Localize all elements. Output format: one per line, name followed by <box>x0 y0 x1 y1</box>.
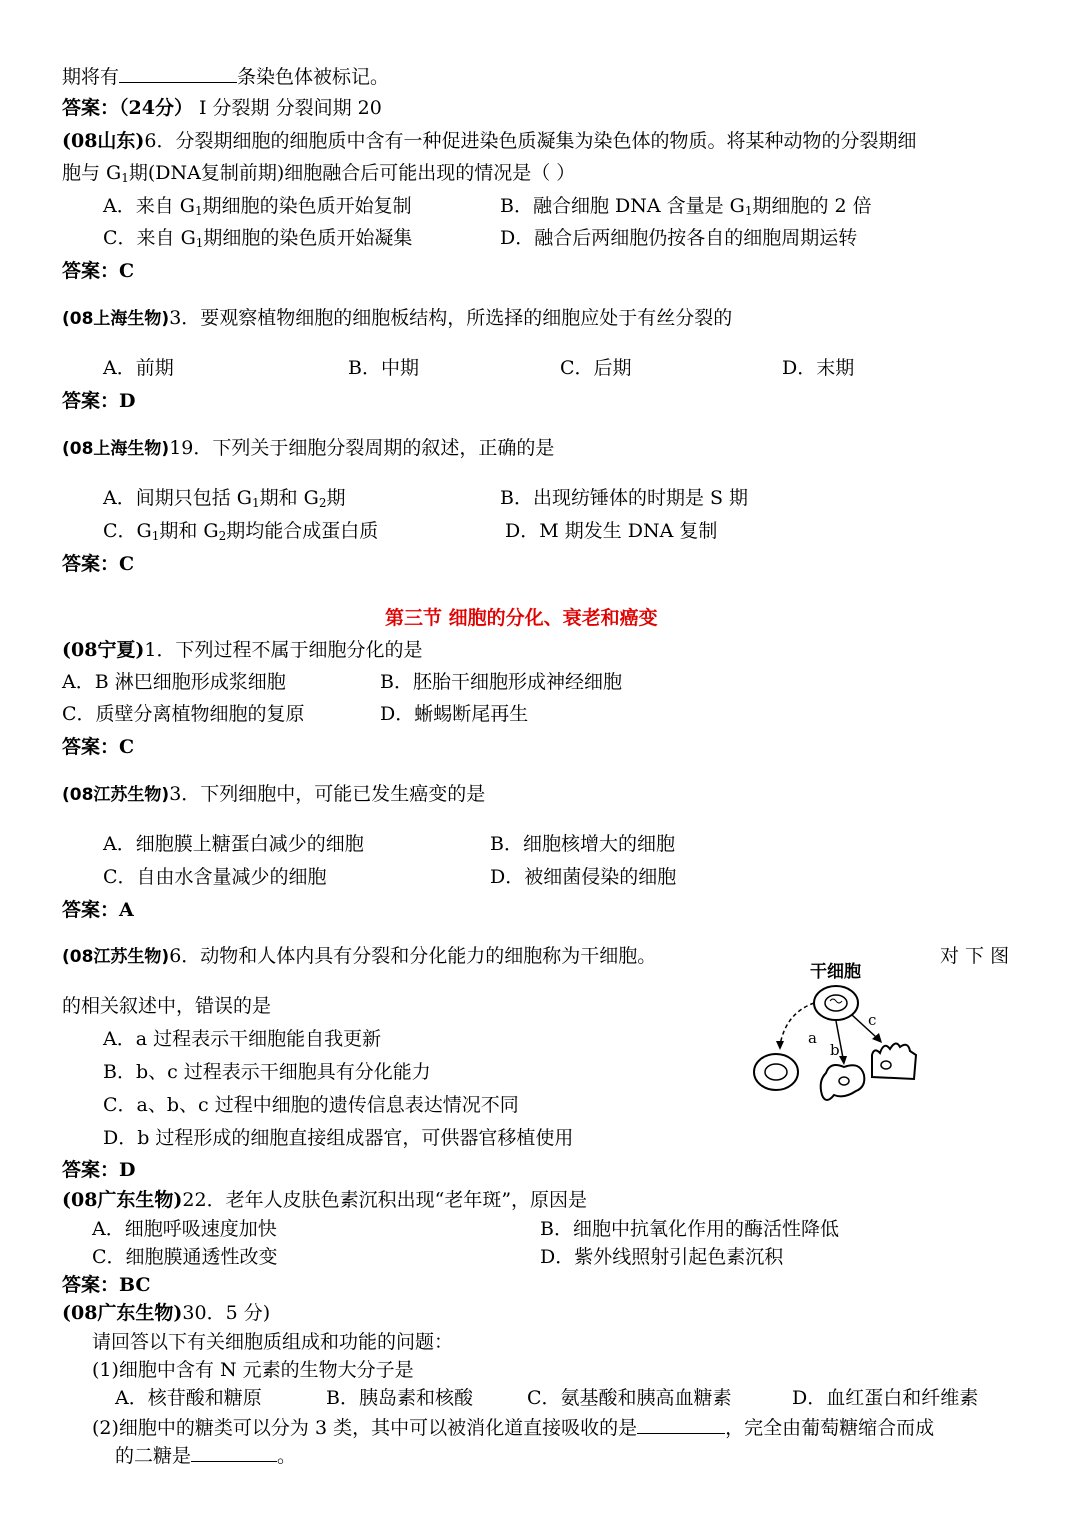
option-b[interactable]: B．胚胎干细胞形成神经细胞 <box>380 671 622 693</box>
question-stem <box>62 637 423 663</box>
question-stem-cont <box>62 160 575 186</box>
sub-question-2: (2)细胞中的糖类可以分为 3 类，其中可以被消化道直接吸收的是 ，完全由葡萄糖缩合而成 <box>92 1413 934 1441</box>
option-b[interactable]: B．b、c 过程表示干细胞具有分化能力 <box>103 1061 431 1083</box>
option-a[interactable]: A．a 过程表示干细胞能自我更新 <box>103 1028 382 1050</box>
nucleus-c <box>881 1061 891 1069</box>
question-stem <box>62 781 485 808</box>
answer-line <box>62 1272 151 1298</box>
label-a: a <box>808 1029 817 1047</box>
question-text: 22．老年人皮肤色素沉积出现“老年斑”，原因是 <box>182 1189 588 1211</box>
question-text: 3．下列细胞中，可能已发生癌变的是 <box>169 783 486 805</box>
answer-line: 答案：D <box>62 1159 136 1181</box>
answer-text: Ⅰ 分裂期 分裂间期 20 <box>199 97 382 119</box>
answer-line: 答案：C <box>62 553 135 575</box>
option-c[interactable]: C．氨基酸和胰高血糖素 <box>527 1387 732 1409</box>
subscript: 1 <box>121 171 129 185</box>
answer-blank[interactable] <box>191 1441 277 1462</box>
differentiated-cell-b <box>821 1065 865 1100</box>
answer-blank[interactable] <box>119 62 237 83</box>
arrow-a-head <box>776 1041 784 1050</box>
question-source: (08江苏生物) <box>62 947 170 967</box>
nucleus-b <box>839 1077 849 1085</box>
option-d[interactable]: D．末期 <box>782 357 855 379</box>
daughter-stem-cell <box>754 1054 798 1090</box>
answer-label: 答案： <box>62 1274 120 1296</box>
option-d[interactable]: D．血红蛋白和纤维素 <box>792 1387 979 1409</box>
question-stem <box>62 943 656 970</box>
stem-cell-diagram <box>748 955 928 1115</box>
answer-blank[interactable] <box>637 1413 725 1434</box>
question-text: 6．动物和人体内具有分裂和分化能力的细胞称为干细胞。 <box>169 945 657 967</box>
question-source: (08山东) <box>62 130 145 152</box>
option-b[interactable]: B．出现纺锤体的时期是 S 期 <box>500 487 749 509</box>
sub-question-2-cont: 的二糖是 。 <box>115 1441 296 1469</box>
question-text: 3．要观察植物细胞的细胞板结构，所选择的细胞应处于有丝分裂的 <box>169 307 733 329</box>
chromatin-mark <box>830 999 842 1003</box>
question-stem <box>62 1300 270 1326</box>
question-stem <box>62 305 732 332</box>
option-d[interactable]: D．被细菌侵染的细胞 <box>490 866 677 888</box>
answer-line <box>62 95 382 121</box>
option-a[interactable]: A．细胞膜上糖蛋白减少的细胞 <box>103 833 364 855</box>
question-stem <box>62 128 917 154</box>
option-d[interactable]: D．M 期发生 DNA 复制 <box>505 520 718 542</box>
option-a[interactable]: A．细胞呼吸速度加快 <box>92 1218 277 1240</box>
question-text: 19．下列关于细胞分裂周期的叙述，正确的是 <box>169 437 555 459</box>
answer-line: 答案：D <box>62 390 136 412</box>
diagram-title: 干细胞 <box>810 962 861 982</box>
option-d[interactable]: D．b 过程形成的细胞直接组成器官，可供器官移植使用 <box>103 1127 574 1149</box>
option-c[interactable]: C．后期 <box>560 357 632 379</box>
question-text: 6．分裂期细胞的细胞质中含有一种促进染色质凝集为染色体的物质。将某种动物的分裂期细 <box>144 130 917 152</box>
question-source: (08宁夏) <box>62 639 145 661</box>
arrow-b-head <box>839 1056 847 1065</box>
line-blank-chromosomes <box>62 62 389 90</box>
option-c[interactable]: C．$G_1$期和 $G_2$期均能合成蛋白质 <box>103 520 379 543</box>
text: 期将有 <box>62 66 120 88</box>
question-source: (08江苏生物) <box>62 785 170 805</box>
label-c: c <box>868 1011 877 1029</box>
answer-line: 答案：C <box>62 736 135 758</box>
answer-line: 答案：A <box>62 899 134 921</box>
answer-line: 答案：C <box>62 260 135 282</box>
option-a[interactable]: A．B 淋巴细胞形成浆细胞 <box>62 671 286 693</box>
differentiated-cell-c <box>872 1043 916 1079</box>
text: 条染色体被标记。 <box>237 66 390 88</box>
option-c[interactable]: C．来自 $G_1$期细胞的染色质开始凝集 <box>103 227 413 250</box>
option-b[interactable]: B．细胞中抗氧化作用的酶活性降低 <box>540 1218 839 1240</box>
option-d[interactable]: D．蜥蜴断尾再生 <box>380 703 529 725</box>
option-a[interactable]: A．来自 $G_1$期细胞的染色质开始复制 <box>103 195 412 218</box>
text: 期(DNA复制前期)细胞融合后可能出现的情况是（ ） <box>128 162 576 184</box>
option-c[interactable]: C．细胞膜通透性改变 <box>92 1246 278 1268</box>
question-text: 30．5 分) <box>182 1302 271 1324</box>
question-intro: 请回答以下有关细胞质组成和功能的问题： <box>92 1331 454 1353</box>
option-a[interactable]: A．间期只包括 $G_1$期和 $G_2$期 <box>103 487 346 510</box>
option-c[interactable]: C．a、b、c 过程中细胞的遗传信息表达情况不同 <box>103 1094 519 1116</box>
daughter-nucleus <box>765 1064 787 1080</box>
option-d[interactable]: D．融合后两细胞仍按各自的细胞周期运转 <box>500 227 858 249</box>
question-source: (08广东生物) <box>62 1302 183 1324</box>
option-a[interactable]: A．前期 <box>103 357 174 379</box>
question-stem-cont: 的相关叙述中，错误的是 <box>62 995 272 1017</box>
label-b: b <box>830 1041 840 1059</box>
option-c[interactable]: C．质壁分离植物细胞的复原 <box>62 703 305 725</box>
question-text: 1．下列过程不属于细胞分化的是 <box>144 639 423 661</box>
option-b[interactable]: B．细胞核增大的细胞 <box>490 833 675 855</box>
option-c[interactable]: C．自由水含量减少的细胞 <box>103 866 327 888</box>
option-d[interactable]: D．紫外线照射引起色素沉积 <box>540 1246 784 1268</box>
question-stem <box>62 435 554 462</box>
option-a[interactable]: A．核苷酸和糖原 <box>115 1387 262 1409</box>
text: 胞与 G <box>62 162 122 184</box>
answer-label: 答案：（24分） <box>62 97 193 119</box>
question-stem <box>62 1187 587 1213</box>
question-source: (08广东生物) <box>62 1189 183 1211</box>
answer-text: BC <box>119 1274 151 1296</box>
sub-question-1: (1)细胞中含有 N 元素的生物大分子是 <box>92 1359 414 1381</box>
option-b[interactable]: B．胰岛素和核酸 <box>326 1387 473 1409</box>
option-b[interactable]: B．融合细胞 DNA 含量是 $G_1$期细胞的 2 倍 <box>500 195 872 218</box>
stem-cell-nucleus <box>825 995 847 1011</box>
question-source: (08上海生物) <box>62 309 170 329</box>
question-text-tail: 对 下 图 <box>940 945 1010 967</box>
question-source: (08上海生物) <box>62 439 170 459</box>
stem-cell-shape <box>814 986 858 1020</box>
option-b[interactable]: B．中期 <box>348 357 419 379</box>
section-heading: 第三节 细胞的分化、衰老和癌变 <box>385 607 658 629</box>
